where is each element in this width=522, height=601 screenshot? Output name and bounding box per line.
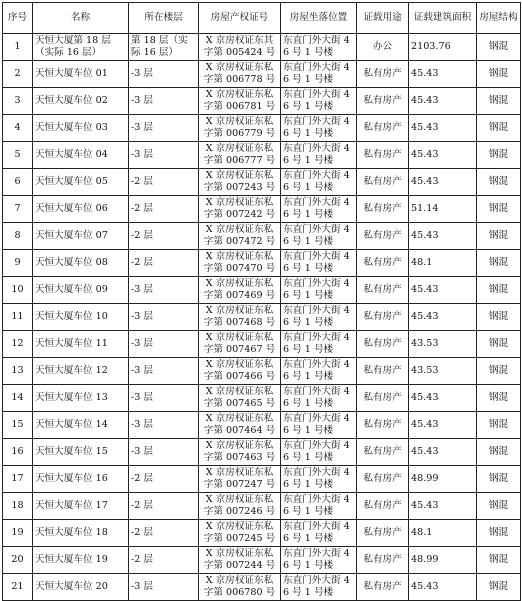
table-row xyxy=(3,439,521,466)
header-structure: 房屋结构 xyxy=(477,3,521,34)
row-area: 45.43 xyxy=(409,385,477,412)
row-area: 45.43 xyxy=(409,142,477,169)
row-location: 东直门外大街 46 号 1 号楼 xyxy=(281,142,357,169)
row-no: 1 xyxy=(3,34,33,61)
row-floor: -3 层 xyxy=(129,88,199,115)
row-no: 3 xyxy=(3,88,33,115)
row-location: 东直门外大街 46 号 1 号楼 xyxy=(281,223,357,250)
row-area: 45.43 xyxy=(409,412,477,439)
row-area: 51.14 xyxy=(409,196,477,223)
row-name: 天恒大厦车位 09 xyxy=(33,277,129,304)
row-usage: 私有房产 xyxy=(357,304,409,331)
row-usage: 私有房产 xyxy=(357,250,409,277)
row-usage: 私有房产 xyxy=(357,196,409,223)
property-register-table xyxy=(2,2,521,601)
row-usage: 私有房产 xyxy=(357,61,409,88)
row-name: 天恒大厦车位 19 xyxy=(33,547,129,574)
row-no: 11 xyxy=(3,304,33,331)
row-name: 天恒大厦车位 11 xyxy=(33,331,129,358)
row-cert-no: X 京房权证东私字第 006779 号 xyxy=(199,115,281,142)
table-row xyxy=(3,547,521,574)
header-cert-no: 房屋产权证号 xyxy=(199,3,281,34)
row-floor: -2 层 xyxy=(129,196,199,223)
row-structure: 钢混 xyxy=(477,277,521,304)
row-structure: 钢混 xyxy=(477,466,521,493)
row-no: 16 xyxy=(3,439,33,466)
row-name: 天恒大厦车位 05 xyxy=(33,169,129,196)
row-structure: 钢混 xyxy=(477,331,521,358)
table-row xyxy=(3,358,521,385)
row-cert-no: X 京房权证东私字第 007469 号 xyxy=(199,277,281,304)
table-row xyxy=(3,142,521,169)
row-no: 10 xyxy=(3,277,33,304)
row-area: 45.43 xyxy=(409,304,477,331)
row-floor: -3 层 xyxy=(129,304,199,331)
row-structure: 钢混 xyxy=(477,88,521,115)
row-location: 东直门外大街 46 号 1 号楼 xyxy=(281,439,357,466)
row-structure: 钢混 xyxy=(477,439,521,466)
row-area: 45.43 xyxy=(409,574,477,601)
row-usage: 私有房产 xyxy=(357,169,409,196)
row-floor: -3 层 xyxy=(129,277,199,304)
row-location: 东直门外大街 46 号 1 号楼 xyxy=(281,331,357,358)
row-cert-no: X 京房权证东私字第 007463 号 xyxy=(199,439,281,466)
row-area: 45.43 xyxy=(409,115,477,142)
row-floor: -3 层 xyxy=(129,412,199,439)
row-floor: -2 层 xyxy=(129,250,199,277)
table-row xyxy=(3,466,521,493)
table-row xyxy=(3,34,521,61)
row-floor: -2 层 xyxy=(129,169,199,196)
row-area: 45.43 xyxy=(409,223,477,250)
row-floor: -3 层 xyxy=(129,358,199,385)
row-usage: 私有房产 xyxy=(357,547,409,574)
row-structure: 钢混 xyxy=(477,169,521,196)
row-name: 天恒大厦车位 02 xyxy=(33,88,129,115)
row-location: 东直门外大街 46 号 1 号楼 xyxy=(281,385,357,412)
row-no: 14 xyxy=(3,385,33,412)
table-row xyxy=(3,61,521,88)
row-cert-no: X 京房权证东私字第 006781 号 xyxy=(199,88,281,115)
row-structure: 钢混 xyxy=(477,385,521,412)
table-row xyxy=(3,385,521,412)
row-location: 东直门外大街 46 号 1 号楼 xyxy=(281,115,357,142)
row-usage: 私有房产 xyxy=(357,331,409,358)
row-no: 2 xyxy=(3,61,33,88)
row-structure: 钢混 xyxy=(477,115,521,142)
row-name: 天恒大厦车位 12 xyxy=(33,358,129,385)
header-floor: 所在楼层 xyxy=(129,3,199,34)
row-usage: 办公 xyxy=(357,34,409,61)
row-no: 4 xyxy=(3,115,33,142)
row-name: 天恒大厦车位 07 xyxy=(33,223,129,250)
row-location: 东直门外大街 46 号 1 号楼 xyxy=(281,169,357,196)
row-area: 43.53 xyxy=(409,358,477,385)
header-location: 房屋坐落位置 xyxy=(281,3,357,34)
table-row xyxy=(3,196,521,223)
row-floor: -2 层 xyxy=(129,547,199,574)
row-location: 东直门外大街 46 号 1 号楼 xyxy=(281,547,357,574)
row-cert-no: X 京房权证东私字第 007246 号 xyxy=(199,493,281,520)
table-row xyxy=(3,304,521,331)
row-area: 48.1 xyxy=(409,250,477,277)
row-floor: -2 层 xyxy=(129,520,199,547)
row-usage: 私有房产 xyxy=(357,358,409,385)
table-row xyxy=(3,493,521,520)
table-row xyxy=(3,520,521,547)
row-floor: -3 层 xyxy=(129,61,199,88)
row-area: 45.43 xyxy=(409,169,477,196)
row-name: 天恒大厦车位 13 xyxy=(33,385,129,412)
table-row xyxy=(3,412,521,439)
row-structure: 钢混 xyxy=(477,142,521,169)
row-cert-no: X 京房权证东私字第 006780 号 xyxy=(199,574,281,601)
row-floor: -2 层 xyxy=(129,466,199,493)
row-structure: 钢混 xyxy=(477,250,521,277)
row-floor: -3 层 xyxy=(129,385,199,412)
row-no: 17 xyxy=(3,466,33,493)
row-structure: 钢混 xyxy=(477,196,521,223)
row-usage: 私有房产 xyxy=(357,520,409,547)
row-no: 20 xyxy=(3,547,33,574)
row-structure: 钢混 xyxy=(477,34,521,61)
row-location: 东直门外大街 46 号 1 号楼 xyxy=(281,61,357,88)
row-location: 东直门外大街 46 号 1 号楼 xyxy=(281,34,357,61)
row-structure: 钢混 xyxy=(477,520,521,547)
row-name: 天恒大厦车位 18 xyxy=(33,520,129,547)
row-usage: 私有房产 xyxy=(357,223,409,250)
row-usage: 私有房产 xyxy=(357,574,409,601)
row-area: 48.99 xyxy=(409,547,477,574)
row-floor: -3 层 xyxy=(129,331,199,358)
row-location: 东直门外大街 46 号 1 号楼 xyxy=(281,358,357,385)
row-structure: 钢混 xyxy=(477,223,521,250)
row-cert-no: X 京房权证东私字第 007244 号 xyxy=(199,547,281,574)
row-floor: -2 层 xyxy=(129,223,199,250)
row-name: 天恒大厦车位 17 xyxy=(33,493,129,520)
row-usage: 私有房产 xyxy=(357,439,409,466)
row-location: 东直门外大街 46 号 1 号楼 xyxy=(281,520,357,547)
row-area: 45.43 xyxy=(409,439,477,466)
row-structure: 钢混 xyxy=(477,61,521,88)
row-name: 天恒大厦车位 15 xyxy=(33,439,129,466)
header-no: 序号 xyxy=(3,3,33,34)
row-usage: 私有房产 xyxy=(357,115,409,142)
row-area: 45.43 xyxy=(409,88,477,115)
row-usage: 私有房产 xyxy=(357,142,409,169)
row-no: 6 xyxy=(3,169,33,196)
row-area: 45.43 xyxy=(409,61,477,88)
row-name: 天恒大厦车位 01 xyxy=(33,61,129,88)
row-cert-no: X 京房权证东私字第 007245 号 xyxy=(199,520,281,547)
header-name: 名称 xyxy=(33,3,129,34)
row-area: 2103.76 xyxy=(409,34,477,61)
row-no: 5 xyxy=(3,142,33,169)
row-no: 12 xyxy=(3,331,33,358)
table-body xyxy=(3,34,521,601)
table-row xyxy=(3,250,521,277)
table-row xyxy=(3,88,521,115)
row-location: 东直门外大街 46 号 1 号楼 xyxy=(281,412,357,439)
row-area: 45.43 xyxy=(409,493,477,520)
row-no: 21 xyxy=(3,574,33,601)
row-cert-no: X 京房权证东私字第 007466 号 xyxy=(199,358,281,385)
row-no: 8 xyxy=(3,223,33,250)
row-structure: 钢混 xyxy=(477,574,521,601)
row-cert-no: X 京房权证东私字第 006778 号 xyxy=(199,61,281,88)
table-row xyxy=(3,169,521,196)
row-area: 48.1 xyxy=(409,520,477,547)
row-usage: 私有房产 xyxy=(357,277,409,304)
row-area: 48.99 xyxy=(409,466,477,493)
table-header-row xyxy=(3,3,521,34)
row-usage: 私有房产 xyxy=(357,385,409,412)
row-location: 东直门外大街 46 号 1 号楼 xyxy=(281,466,357,493)
table-row xyxy=(3,574,521,601)
row-cert-no: X 京房权证东私字第 007242 号 xyxy=(199,196,281,223)
row-no: 19 xyxy=(3,520,33,547)
row-no: 13 xyxy=(3,358,33,385)
header-area: 证载建筑面积 xyxy=(409,3,477,34)
row-no: 18 xyxy=(3,493,33,520)
row-cert-no: X 京房权证东其字第 005424 号 xyxy=(199,34,281,61)
row-location: 东直门外大街 46 号 1 号楼 xyxy=(281,277,357,304)
row-cert-no: X 京房权证东私字第 006777 号 xyxy=(199,142,281,169)
row-cert-no: X 京房权证东私字第 007465 号 xyxy=(199,385,281,412)
row-structure: 钢混 xyxy=(477,493,521,520)
row-location: 东直门外大街 46 号 1 号楼 xyxy=(281,88,357,115)
row-floor: -3 层 xyxy=(129,574,199,601)
row-name: 天恒大厦车位 06 xyxy=(33,196,129,223)
row-usage: 私有房产 xyxy=(357,493,409,520)
row-no: 7 xyxy=(3,196,33,223)
row-structure: 钢混 xyxy=(477,358,521,385)
row-location: 东直门外大街 46 号 1 号楼 xyxy=(281,574,357,601)
row-area: 45.43 xyxy=(409,277,477,304)
row-usage: 私有房产 xyxy=(357,412,409,439)
row-cert-no: X 京房权证东私字第 007468 号 xyxy=(199,304,281,331)
row-location: 东直门外大街 46 号 1 号楼 xyxy=(281,493,357,520)
row-usage: 私有房产 xyxy=(357,466,409,493)
row-cert-no: X 京房权证东私字第 007472 号 xyxy=(199,223,281,250)
row-name: 天恒大厦车位 16 xyxy=(33,466,129,493)
table-row xyxy=(3,331,521,358)
table-row xyxy=(3,223,521,250)
row-name: 天恒大厦第 18 层（实际 16 层） xyxy=(33,34,129,61)
row-location: 东直门外大街 46 号 1 号楼 xyxy=(281,196,357,223)
row-name: 天恒大厦车位 04 xyxy=(33,142,129,169)
row-no: 9 xyxy=(3,250,33,277)
row-cert-no: X 京房权证东私字第 007464 号 xyxy=(199,412,281,439)
row-name: 天恒大厦车位 14 xyxy=(33,412,129,439)
row-cert-no: X 京房权证东私字第 007243 号 xyxy=(199,169,281,196)
row-usage: 私有房产 xyxy=(357,88,409,115)
row-floor: -3 层 xyxy=(129,115,199,142)
row-name: 天恒大厦车位 20 xyxy=(33,574,129,601)
row-area: 43.53 xyxy=(409,331,477,358)
row-structure: 钢混 xyxy=(477,412,521,439)
row-cert-no: X 京房权证东私字第 007470 号 xyxy=(199,250,281,277)
row-name: 天恒大厦车位 03 xyxy=(33,115,129,142)
header-usage: 证载用途 xyxy=(357,3,409,34)
row-no: 15 xyxy=(3,412,33,439)
row-name: 天恒大厦车位 08 xyxy=(33,250,129,277)
row-name: 天恒大厦车位 10 xyxy=(33,304,129,331)
row-structure: 钢混 xyxy=(477,547,521,574)
row-floor: -3 层 xyxy=(129,439,199,466)
row-location: 东直门外大街 46 号 1 号楼 xyxy=(281,304,357,331)
row-floor: -3 层 xyxy=(129,142,199,169)
row-cert-no: X 京房权证东私字第 007247 号 xyxy=(199,466,281,493)
row-location: 东直门外大街 46 号 1 号楼 xyxy=(281,250,357,277)
table-row xyxy=(3,115,521,142)
row-floor: -2 层 xyxy=(129,493,199,520)
row-structure: 钢混 xyxy=(477,304,521,331)
row-cert-no: X 京房权证东私字第 007467 号 xyxy=(199,331,281,358)
table-row xyxy=(3,277,521,304)
row-floor: 第 18 层（实际 16 层） xyxy=(129,34,199,61)
